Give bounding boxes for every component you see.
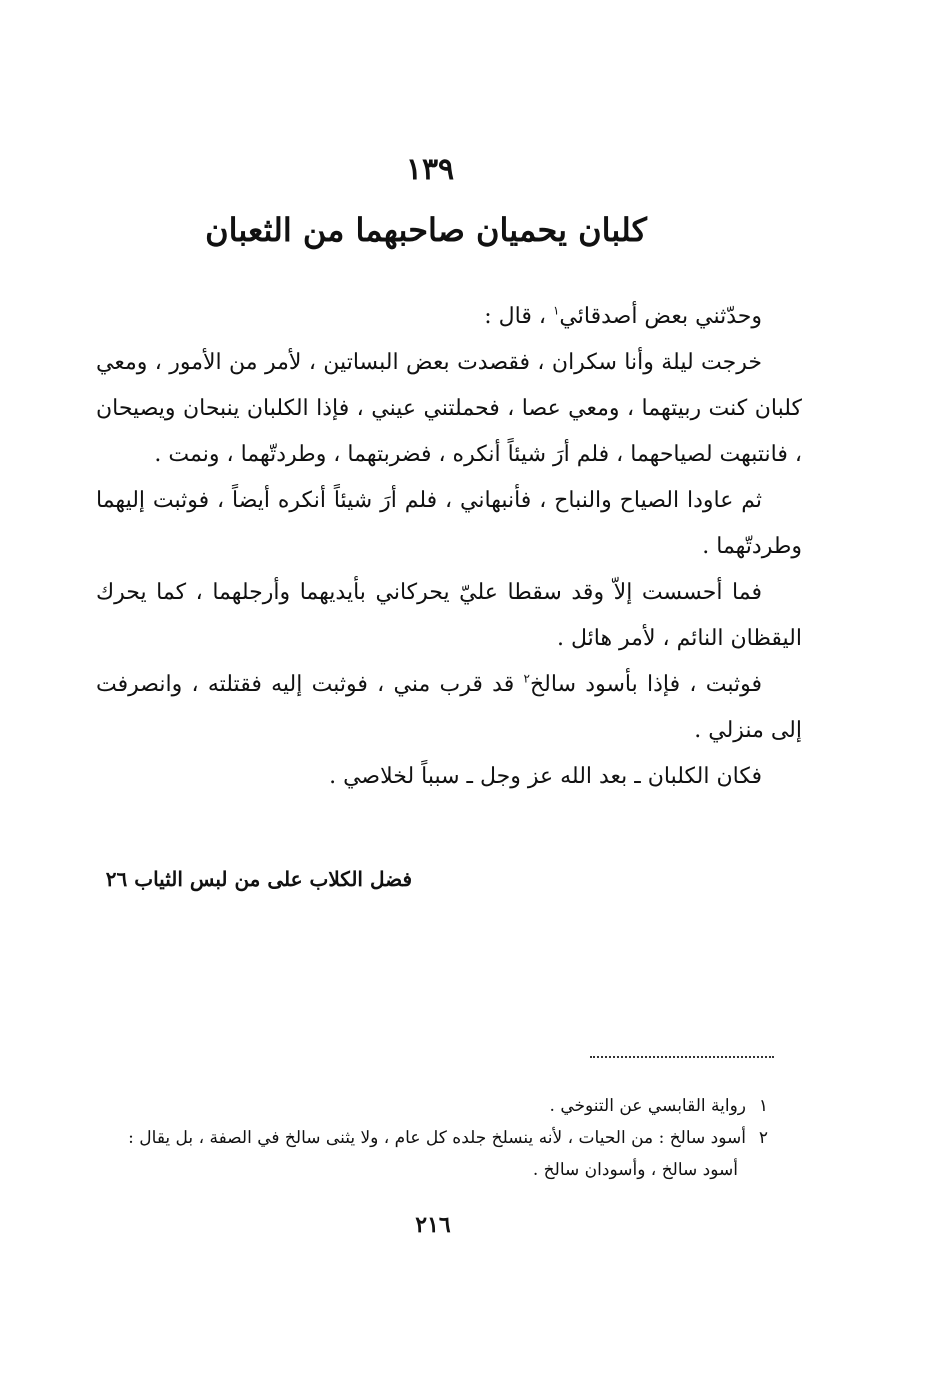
footnote-divider <box>590 1056 774 1058</box>
footnote-2 <box>100 1122 768 1154</box>
related-story-reference: فضل الكلاب على من لبس الثياب ٢٦ <box>105 867 412 891</box>
story-body <box>96 294 802 800</box>
snake-part-1: فوثبت ، فإذا بأسود سالخ <box>529 672 763 697</box>
story-paragraph-1: خرجت ليلة وأنا سكران ، فقصدت بعض البساتين ، لأمر من الأمور ، ومعي كلبان كنت ربيتهما ، ومعي عصا ، فحملتني عيني ، فإذا الكلبان ينبحان ويصيحان ، فانتبهت لصياحهما ، فلم أرَ شيئاً أنكره ، فضربتهما ، وطردتّهما ، ونمت . <box>96 350 802 467</box>
footnote-number-2: ٢ <box>758 1128 768 1148</box>
footnote-number-1: ١ <box>758 1096 768 1116</box>
chapter-title: كلبان يحميان صاحبهما من الثعبان <box>205 211 647 249</box>
footnotes-section <box>100 1090 768 1186</box>
footnote-2-continuation: أسود سالخ ، وأسودان سالخ . <box>532 1160 738 1180</box>
page-number: ٢١٦ <box>415 1212 451 1238</box>
story-paragraph-3: فما أحسست إلاّ وقد سقطا عليّ يحركاني بأيديهما وأرجلهما ، كما يحرك اليقظان النائم ، لأمر هائل . <box>96 580 802 651</box>
intro-paragraph <box>96 294 802 340</box>
footnote-text-2: أسود سالخ : من الحيات ، لأنه ينسلخ جلده كل عام ، ولا يثنى سالخ في الصفة ، بل يقال : <box>128 1128 746 1148</box>
story-paragraph-2: ثم عاودا الصياح والنباح ، فأنبهاني ، فلم أرَ شيئاً أنكره أيضاً ، فوثبت إليهما وطردتّهما . <box>96 488 802 559</box>
footnote-1 <box>100 1090 768 1122</box>
footnote-text-1: رواية القابسي عن التنوخي . <box>549 1096 746 1116</box>
intro-text: وحدّثني بعض أصدقائي <box>559 304 762 329</box>
footnote-ref-1[interactable]: ١ <box>552 303 560 318</box>
intro-rest: ، قال : <box>484 304 546 329</box>
snake-paragraph <box>96 662 802 754</box>
chapter-number: ١٣٩ <box>405 152 455 187</box>
snake-part-2: قد قرب مني ، فوثبت إليه فقتلته ، وانصرفت إلى منزلي . <box>96 672 802 743</box>
footnote-ref-2[interactable]: ٢ <box>523 671 530 686</box>
final-paragraph: فكان الكلبان ـ بعد الله عز وجل ـ سبباً لخلاصي . <box>329 764 762 789</box>
